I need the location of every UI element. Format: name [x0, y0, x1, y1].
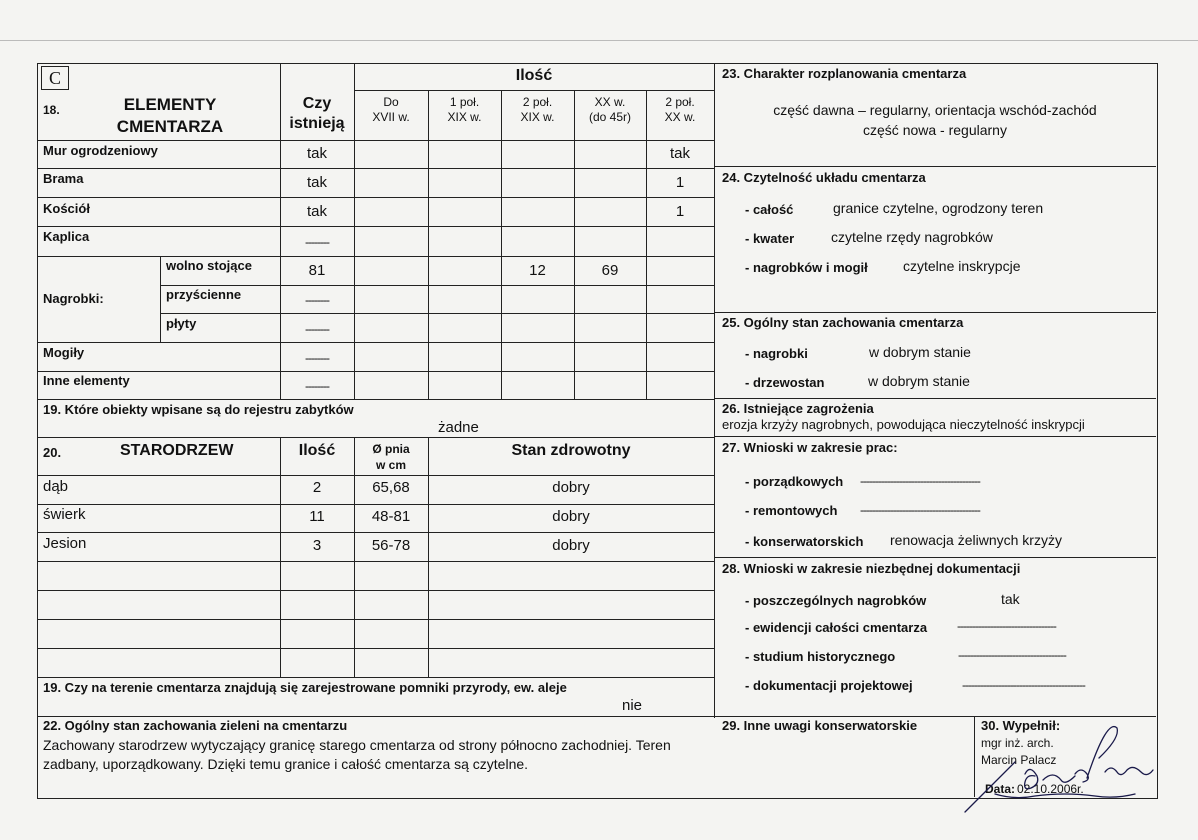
filled-by-line2: Marcin Palacz [981, 753, 1057, 767]
legibility-value-3: czytelne inskrypcje [903, 258, 1021, 274]
nature-monuments-title: 19. Czy na terenie cmentarza znajdują się zarejestrowane pomniki przyrody, ew. aleje [43, 680, 567, 695]
tree-qty-2: 11 [309, 508, 325, 525]
row-label-gate: Brama [43, 171, 84, 186]
row-exists-church: tak [306, 203, 327, 220]
work-value-3: renowacja żeliwnych krzyży [890, 532, 1062, 548]
row-exists-wall: tak [306, 145, 327, 162]
preservation-label-1: - nagrobki [745, 346, 808, 361]
tree-diam-1: 65,68 [372, 479, 410, 496]
row-label-other: Inne elementy [43, 373, 130, 388]
tree-diam-3: 56-78 [371, 537, 411, 554]
tree-health-2: dobry [552, 508, 590, 525]
doc-conclusions-title: 28. Wnioski w zakresie niezbędnej dokumentacji [722, 561, 1021, 576]
period-header-2-line1: 1 poł. [449, 95, 480, 109]
row-label-slabs: płyty [166, 316, 197, 331]
signature-image [955, 722, 1155, 822]
tree-diam-2: 48-81 [371, 508, 411, 525]
legibility-label-1: - całość [745, 202, 794, 217]
row-label-chapel: Kaplica [43, 229, 90, 244]
trees-title: STARODRZEW [120, 442, 234, 459]
filled-by-date-label: Data: [985, 782, 1016, 796]
row-xx2-gate: 1 [675, 174, 685, 191]
registry-value: żadne [438, 419, 479, 436]
trees-qty-header: Ilość [298, 442, 336, 459]
row-exists-freestanding: 81 [308, 262, 326, 279]
scan-edge-line [0, 40, 1198, 41]
doc-value-1: tak [1001, 591, 1020, 607]
tree-name-3: Jesion [43, 535, 87, 552]
registry-title: 19. Które obiekty wpisane są do rejestru zabytków [43, 402, 354, 417]
layout-character-title: 23. Charakter rozplanowania cmentarza [722, 66, 967, 81]
doc-label-3: - studium historycznego [745, 649, 896, 664]
row-exists-slabs: -------- [305, 322, 329, 336]
doc-value-2: --------------------------------- [957, 619, 1056, 633]
threats-title: 26. Istniejące zagrożenia [722, 401, 874, 416]
nature-monuments-value: nie [622, 697, 643, 714]
layout-character-line1: część dawna – regularny, orientacja wschód-zachód [773, 102, 1097, 118]
period-header-1-line1: Do [383, 95, 399, 109]
work-value-2: ---------------------------------------- [860, 503, 980, 517]
row-label-wall: Mur ogrodzeniowy [43, 143, 158, 158]
nagrobki-label: Nagrobki: [43, 291, 104, 306]
elements-title-line2: CMENTARZA [116, 117, 224, 136]
period-header-3-line2: XIX w. [520, 110, 555, 124]
row-xx2-church: 1 [675, 203, 685, 220]
tree-name-1: dąb [43, 478, 69, 495]
filled-by-date-value: 02.10.2006r. [1017, 782, 1084, 796]
trees-diam-header-line1: Ø pnia [372, 442, 410, 456]
doc-label-2: - ewidencji całości cmentarza [745, 620, 928, 635]
period-header-5-line2: XX w. [664, 110, 696, 124]
work-conclusions-title: 27. Wnioski w zakresie prac: [722, 440, 898, 455]
period-header-3-line1: 2 poł. [522, 95, 553, 109]
row-label-graves: Mogiły [43, 345, 85, 360]
greenery-line1: Zachowany starodrzew wytyczający granicę starego cmentarza od strony północno zachodniej. Teren [43, 737, 671, 753]
doc-value-3: ------------------------------------ [958, 648, 1066, 662]
layout-character-line2: część nowa - regularny [863, 122, 1007, 138]
tree-qty-3: 3 [312, 537, 322, 554]
row-label-church: Kościół [43, 201, 90, 216]
elements-title-line1: ELEMENTY [123, 95, 217, 114]
preservation-label-2: - drzewostan [745, 375, 825, 390]
threats-value: erozja krzyży nagrobnych, powodująca nieczytelność inskrypcji [722, 417, 1085, 432]
doc-label-1: - poszczególnych nagrobków [745, 593, 927, 608]
period-header-5-line1: 2 poł. [665, 95, 695, 109]
exists-header-line2: istnieją [289, 115, 345, 132]
row-exists-chapel: -------- [305, 235, 329, 249]
exists-header-line1: Czy [302, 95, 332, 112]
section-letter: C [41, 66, 69, 90]
tree-health-1: dobry [552, 479, 590, 496]
preservation-value-2: w dobrym stanie [868, 373, 970, 389]
legibility-label-3: - nagrobków i mogił [745, 260, 868, 275]
row-xix2-freestanding: 12 [529, 262, 546, 279]
trees-number: 20. [43, 445, 62, 460]
row-exists-wall-mounted: -------- [305, 293, 329, 307]
preservation-value-1: w dobrym stanie [869, 344, 971, 360]
trees-diam-header-line2: w cm [375, 458, 406, 472]
row-label-freestanding: wolno stojące [166, 258, 252, 273]
legibility-value-2: czytelne rzędy nagrobków [831, 229, 993, 245]
work-value-1: ---------------------------------------- [860, 474, 980, 488]
work-label-3: - konserwatorskich [745, 534, 864, 549]
elements-number: 18. [43, 103, 60, 117]
period-header-4-line2: (do 45r) [588, 110, 632, 124]
tree-name-2: świerk [43, 506, 86, 523]
qty-header: Ilość [515, 67, 553, 84]
row-xx2-wall: tak [669, 145, 690, 162]
doc-value-4: ----------------------------------------- [962, 678, 1085, 692]
greenery-line2: zadbany, uporządkowany. Dzięki temu granice i całość cmentarza są czytelne. [43, 756, 529, 772]
row-exists-other: -------- [305, 379, 329, 393]
preservation-title: 25. Ogólny stan zachowania cmentarza [722, 315, 964, 330]
tree-qty-1: 2 [312, 479, 322, 496]
filled-by-line1: mgr inż. arch. [981, 736, 1054, 750]
greenery-title: 22. Ogólny stan zachowania zieleni na cmentarzu [43, 718, 348, 733]
work-label-1: - porządkowych [745, 474, 844, 489]
legibility-value-1: granice czytelne, ogrodzony teren [833, 200, 1044, 216]
legibility-label-2: - kwater [745, 231, 795, 246]
trees-health-header: Stan zdrowotny [511, 442, 631, 459]
work-label-2: - remontowych [745, 503, 838, 518]
legibility-title: 24. Czytelność układu cmentarza [722, 170, 926, 185]
row-label-wall-mounted: przyścienne [166, 287, 242, 302]
tree-health-3: dobry [552, 537, 590, 554]
row-exists-gate: tak [306, 174, 327, 191]
period-header-2-line2: XIX w. [447, 110, 482, 124]
period-header-4-line1: XX w. [594, 95, 626, 109]
row-exists-graves: -------- [305, 351, 329, 365]
period-header-1-line2: XVII w. [372, 110, 410, 124]
filled-by-title: 30. Wypełnił: [981, 718, 1061, 733]
doc-label-4: - dokumentacji projektowej [745, 678, 913, 693]
row-xx45-freestanding: 69 [601, 262, 619, 279]
other-remarks-title: 29. Inne uwagi konserwatorskie [722, 718, 918, 733]
